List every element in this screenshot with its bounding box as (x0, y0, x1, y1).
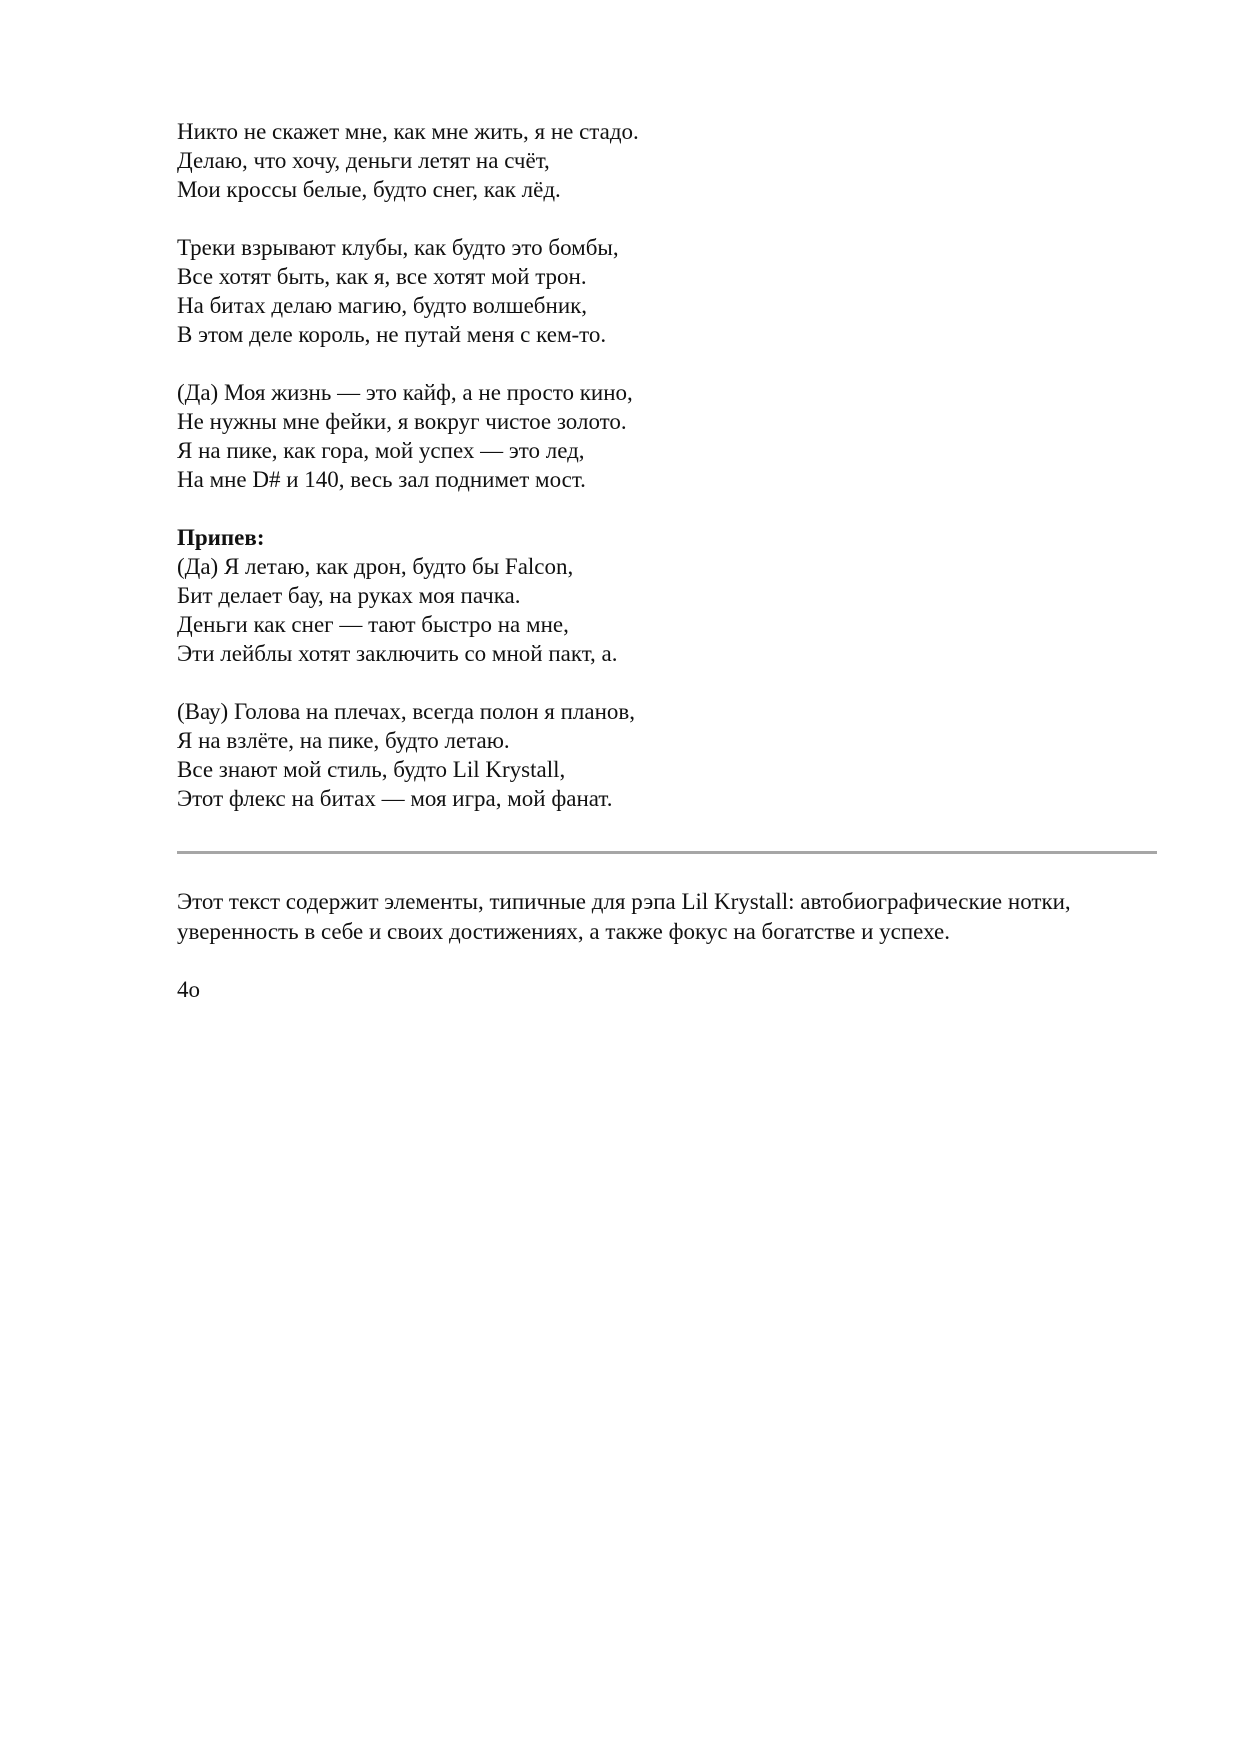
lyrics-stanza-3 (177, 378, 1157, 494)
lyrics-stanza-5 (177, 697, 1157, 813)
lyric-line: Мои кроссы белые, будто снег, как лёд. (177, 177, 561, 202)
document-page (177, 117, 1157, 1005)
lyric-line: В этом деле король, не путай меня с кем-то. (177, 322, 607, 347)
lyric-line: Я на пике, как гора, мой успех — это лед, (177, 438, 585, 463)
lyric-line: (Вау) Голова на плечах, всегда полон я планов, (177, 699, 636, 724)
lyric-line: Эти лейблы хотят заключить со мной пакт, а. (177, 641, 618, 666)
lyrics-stanza-chorus (177, 523, 1157, 668)
lyric-line: (Да) Я летаю, как дрон, будто бы Falcon, (177, 554, 574, 579)
page-marker: 4o (177, 977, 200, 1002)
lyric-line: Делаю, что хочу, деньги летят на счёт, (177, 148, 550, 173)
lyric-line: Этот флекс на битах — моя игра, мой фанат. (177, 786, 613, 811)
lyric-line: Все хотят быть, как я, все хотят мой трон. (177, 264, 587, 289)
lyric-line: Никто не скажет мне, как мне жить, я не стадо. (177, 119, 639, 144)
lyric-line: На битах делаю магию, будто волшебник, (177, 293, 588, 318)
lyric-line: Все знают мой стиль, будто Lil Krystall, (177, 757, 566, 782)
horizontal-divider (177, 851, 1157, 854)
chorus-heading: Припев: (177, 525, 265, 550)
lyric-line: Треки взрывают клубы, как будто это бомбы, (177, 235, 619, 260)
lyric-line: (Да) Моя жизнь — это кайф, а не просто кино, (177, 380, 633, 405)
note-line: уверенность в себе и своих достижениях, а также фокус на богатстве и успехе. (177, 919, 950, 944)
lyrics-stanza-2 (177, 233, 1157, 349)
lyric-line: На мне D# и 140, весь зал поднимет мост. (177, 467, 586, 492)
note-line: Этот текст содержит элементы, типичные для рэпа Lil Krystall: автобиографические нотки, (177, 889, 1071, 914)
lyric-line: Не нужны мне фейки, я вокруг чистое золото. (177, 409, 627, 434)
lyric-line: Я на взлёте, на пике, будто летаю. (177, 728, 510, 753)
closing-note (177, 887, 1157, 947)
lyrics-stanza-1 (177, 117, 1157, 204)
lyric-line: Деньги как снег — тают быстро на мне, (177, 612, 569, 637)
lyric-line: Бит делает бау, на руках моя пачка. (177, 583, 521, 608)
